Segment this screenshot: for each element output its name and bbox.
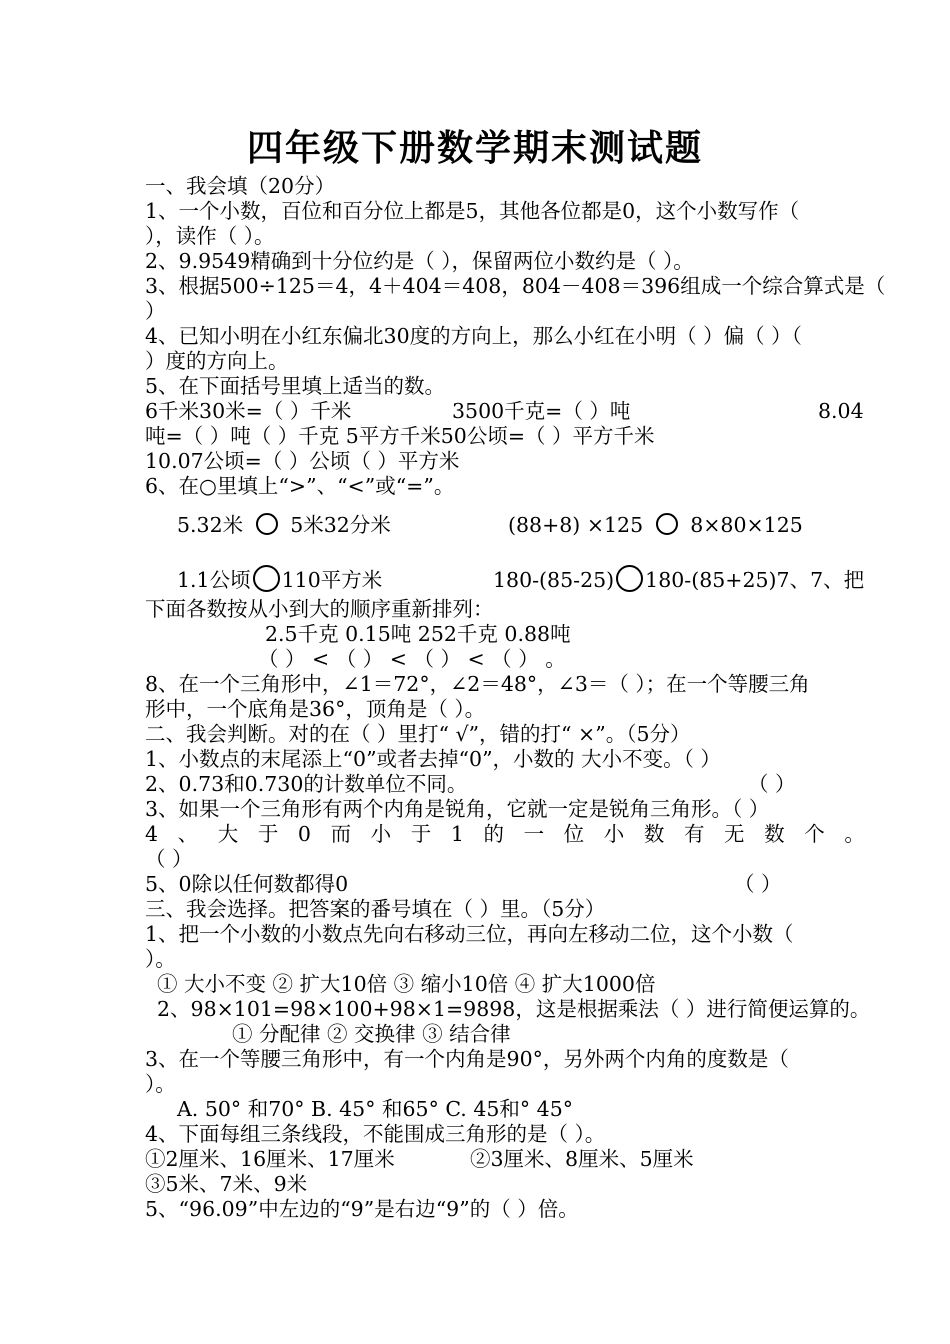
compare-circle-icon[interactable]	[256, 513, 278, 535]
s2-q4-char: 0	[297, 822, 311, 846]
s2-q4-char: 有	[683, 822, 705, 846]
s1-q8-line1: 8、在一个三角形中，∠1＝72°，∠2＝48°，∠3＝（ ）；在一个等腰三角	[145, 672, 810, 696]
s2-q4-char: 个	[804, 822, 825, 846]
compare-circle-icon[interactable]	[616, 565, 643, 592]
s3-q1-line2: ）。	[145, 947, 176, 971]
s2-q4-char: 于	[410, 822, 432, 846]
s2-q4-char: 于	[257, 822, 279, 846]
section-2-heading: 二、我会判断。对的在（ ）里打“ √”，错的打“ ×”。（5分）	[145, 722, 691, 746]
s1-q3-line2: ）	[145, 299, 166, 323]
compare-circle-icon[interactable]	[253, 565, 280, 592]
s1-q7-items: 2.5千克 0.15吨 252千克 0.88吨	[265, 622, 571, 646]
s2-q4-char: 位	[563, 822, 585, 846]
s2-q4-char: 而	[330, 822, 352, 846]
s2-q5: 5、0除以任何数都得0	[145, 872, 349, 896]
s3-q3-options: A. 50° 和70° B. 45° 和65° C. 45和° 45°	[177, 1097, 574, 1121]
s2-q4-char: 一	[523, 822, 545, 846]
s3-q2: 2、98×101=98×100+98×1=9898，这是根据乘法（ ）进行简便运算的。	[157, 997, 871, 1021]
s1-q6-row1-right	[508, 513, 803, 538]
s3-q4: 4、下面每组三条线段，不能围成三角形的是（ ）。	[145, 1122, 606, 1146]
compare-circle-icon[interactable]	[656, 513, 678, 535]
s3-q1-line1: 1、把一个小数的小数点先向右移动三位，再向左移动二位，这个小数（	[145, 922, 794, 946]
compare-right-value: 8×80×125	[690, 513, 803, 537]
s1-q5-item-1: 6千米30米=（ ）千米	[145, 399, 352, 423]
s3-q1-options: ① 大小不变 ② 扩大10倍 ③ 缩小10倍 ④ 扩大1000倍	[157, 972, 656, 996]
s2-q4-char: 小	[370, 822, 392, 846]
s3-q3-line1: 3、在一个等腰三角形中，有一个内角是90°，另外两个内角的度数是（	[145, 1047, 789, 1071]
s1-q3-line1: 3、根据500÷125＝4，4＋404＝408，804－408＝396组成一个综合算式是（	[145, 274, 886, 298]
s2-q3: 3、如果一个三角形有两个内角是锐角，它就一定是锐角三角形。（ ）	[145, 797, 770, 821]
s2-q4-char: 大	[217, 822, 239, 846]
s1-q5: 5、在下面括号里填上适当的数。	[145, 374, 446, 398]
s2-q4-line2: （ ）	[145, 847, 193, 871]
s1-q5-line2: 吨=（ ）吨（ ）千克 5平方千米50公顷=（ ）平方千米	[145, 424, 655, 448]
compare-left-value: 5.32米	[177, 513, 244, 537]
s3-q4-option-3: ③5米、7米、9米	[145, 1172, 308, 1196]
s1-q4-line1: 4、已知小明在小红东偏北30度的方向上，那么小红在小明（ ）偏（ ）（	[145, 324, 802, 348]
s2-q2: 2、0.73和0.730的计数单位不同。	[145, 772, 468, 796]
s1-q7: 下面各数按从小到大的顺序重新排列：	[145, 597, 494, 621]
s2-q4-char: 的	[483, 822, 504, 846]
s1-q5-line3: 10.07公顷=（ ）公顷（ ）平方米	[145, 449, 460, 473]
s2-q4-char: 数	[643, 822, 665, 846]
s2-q4-char: 4	[145, 822, 159, 846]
s1-q6: 6、在○里填上“>”、“<”或“=”。	[145, 474, 455, 498]
compare-left-value: (88+8) ×125	[508, 513, 644, 537]
s3-q2-options: ① 分配律 ② 交换律 ③ 结合律	[232, 1022, 511, 1046]
s1-q7-blanks: （ ） < （ ） < （ ） < （ ） 。	[258, 647, 566, 671]
section-1-heading: 一、我会填（20分）	[145, 174, 336, 198]
s1-q2: 2、9.9549精确到十分位约是（ ），保留两位小数约是（ ）。	[145, 249, 694, 273]
s2-q4-char: 。	[844, 822, 865, 846]
s1-q1-line2: ），读作（ ）。	[145, 224, 275, 248]
s2-q4-char: 无	[724, 822, 745, 846]
s3-q3-line2: ）。	[145, 1072, 176, 1096]
page-title: 四年级下册数学期末测试题	[246, 128, 703, 169]
s3-q4-option-2: ②3厘米、8厘米、5厘米	[470, 1147, 694, 1171]
s3-q5: 5、“96.09”中左边的“9”是右边“9”的（ ）倍。	[145, 1197, 579, 1221]
compare-right-value: 180-(85+25)7、7、把	[645, 568, 865, 592]
s1-q4-line2: ）度的方向上。	[145, 349, 289, 373]
s2-q1: 1、小数点的末尾添上“0”或者去掉“0”，小数的 大小不变。（ ）	[145, 747, 721, 771]
s1-q8-line2: 形中，一个底角是36°，顶角是（ ）。	[145, 697, 486, 721]
s2-q4-char: 、	[177, 822, 199, 846]
s1-q6-row2-right	[493, 565, 864, 593]
s2-q4-char: 小	[603, 822, 625, 846]
s1-q6-row2-left	[177, 565, 382, 593]
s2-q5-blank: （ ）	[734, 872, 782, 896]
compare-left-value: 1.1公顷	[177, 568, 251, 592]
compare-right-value: 5米32分米	[290, 513, 391, 537]
s2-q4-line1	[145, 822, 865, 847]
s3-q4-option-1: ①2厘米、16厘米、17厘米	[145, 1147, 395, 1171]
s1-q5-item-2: 3500千克=（ ）吨	[452, 399, 631, 423]
s2-q4-char: 数	[764, 822, 785, 846]
s1-q1-line1: 1、一个小数，百位和百分位上都是5，其他各位都是0，这个小数写作（	[145, 199, 800, 223]
section-3-heading: 三、我会选择。把答案的番号填在（ ）里。（5分）	[145, 897, 606, 921]
s2-q4-char: 1	[450, 822, 464, 846]
compare-left-value: 180-(85-25)	[493, 568, 615, 592]
s1-q5-item-3: 8.04	[818, 399, 864, 423]
compare-right-value: 110平方米	[281, 568, 383, 592]
s1-q6-row1-left	[177, 513, 391, 538]
s2-q2-blank: （ ）	[748, 772, 796, 796]
